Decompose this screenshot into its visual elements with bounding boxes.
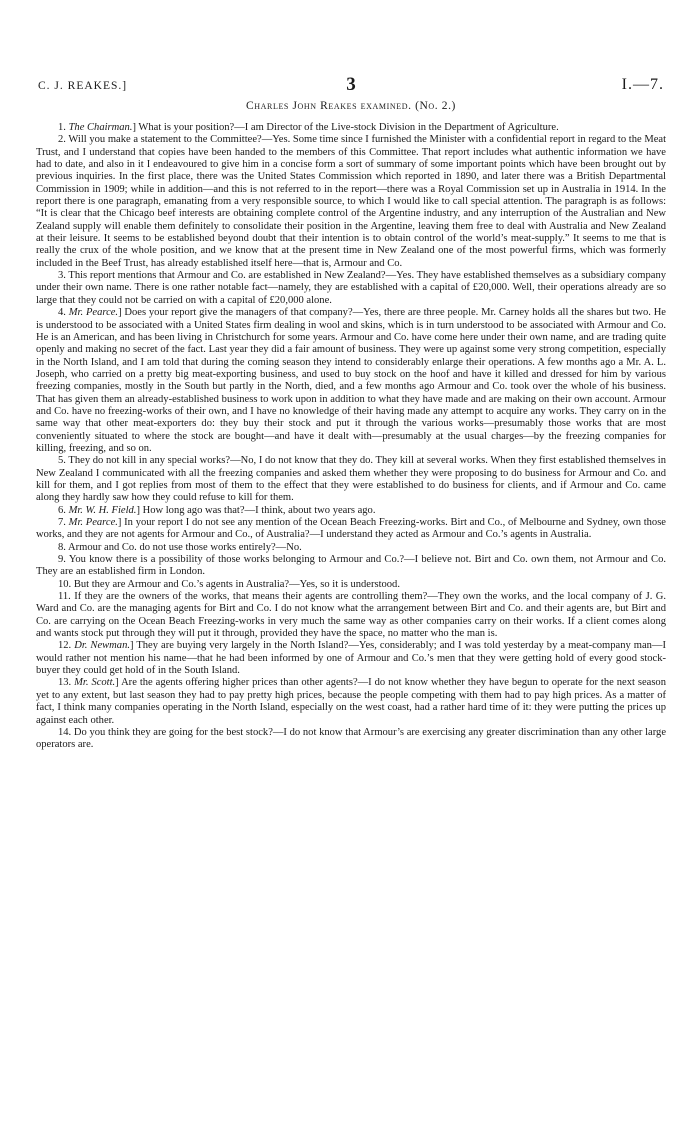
paragraph-text: Armour and Co. do not use those works entirely?—No. — [67, 541, 302, 553]
paragraph — [36, 542, 666, 554]
paragraph-text: Does your report give the managers of that company?—Yes, there are three people. Mr. Carney holds all the shares but two. He is understood to be associated with a United States firm dealing in wool and skins, which is in turn understood to be associated with Armour and Co. He is an American, and has been living in Christchurch for some years. Armour and Co. have come here under their own name, and are trading quite openly and making no secret of the fact. Last year they did a fair amount of business. They were up against some very strong competition, especially in the North Island, and I am told that during the coming season they intend to considerably enlarge their operations. A few months ago a Mr. A. L. Joseph, who carried on a pretty big meat-exporting business, and used to buy stock on the hoof and have it killed and dressed for him by various freezing companies, mostly in the South but partly in the North, died, and a few months ago Armour and Co. took over the whole of his business. That has given them an already-established business to work upon in addition to what they have made and are making on their own account. Armour and Co. have no freezing-works of their own, and I have no knowledge of their having made any attempt to acquire any works. They carry on in the same way that other meat-exporters do: they buy their stock and put it through the various works—presumably those works that are most conveniently situated to where the stock are bought—and have it dealt with—presumably at the usual charges—by the freezing companies for killing, freezing, and so on. — [36, 307, 666, 454]
paragraph-number: 3. — [58, 270, 66, 282]
paragraph-text: This report mentions that Armour and Co. are established in New Zealand?—Yes. They have established themselves as a subsidiary company under their own name. There is one rather notable fact—namely, they are established with a capital of £20,000. Well, their operations already are so large that they could not be carried on with a capital of £20,000 alone. — [36, 270, 666, 306]
paragraph-number: 11. — [58, 591, 71, 603]
paragraph: 1. The Chairman.] What is your position?—I am Director of the Live-stock Division in the Department of Agriculture. — [58, 122, 559, 133]
document-reference: I.—7. — [621, 76, 664, 93]
paragraph — [36, 579, 666, 591]
speaker: Mr. W. H. Field. — [68, 504, 137, 516]
paragraph-text: But they are Armour and Co.’s agents in Australia?—Yes, so it is understood. — [73, 578, 400, 590]
speaker: The Chairman. — [68, 122, 133, 133]
paragraph-number: 12. — [58, 640, 72, 652]
paragraph-number: 4. — [58, 307, 66, 319]
paragraph: 4. Mr. Pearce.] Does your report give the managers of that company?—Yes, there are three people. Mr. Carney holds all the shares but two. He is understood to be associated with a United States firm dealing in wool and skins, which is in turn understood to be associated with Armour and Co. He is an American, and has been living in Christchurch for some years. Armour and Co. have come here under their own name, and are trading quite openly and making no secret of the fact. Last year they did a fair amount of business. They were up against some very strong competition, especially in the North Island, and I am told that during the coming season they intend to considerably enlarge their operations. A few months ago a Mr. A. L. Joseph, who carried on a pretty big meat-exporting business, and used to buy stock on the hoof and have it killed and dressed for him by various freezing companies, mostly in the South but partly in the North, died, and a few months ago Armour and Co. took over the whole of his business. That has given them an already-established business to work upon in addition to what they have made and are making on their own account. Armour and Co. have no freezing-works of their own, and I have no knowledge of their having made any attempt to acquire any works. They carry on in the same way that other meat-exporters do: they buy their stock and put it through the various works—presumably those works that are most conveniently situated to where the stock are bought—and have it dealt with—presumably at the usual charges—by the freezing companies for killing, freezing, and so on. — [36, 307, 666, 454]
paragraph — [36, 270, 666, 307]
paragraph-number: 5. — [58, 455, 66, 467]
paragraph-text: What is your position?—I am Director of the Live-stock Division in the Department of Agriculture. — [138, 122, 559, 133]
page-number: 3 — [346, 74, 356, 95]
paragraph-text: If they are the owners of the works, that means their agents are controlling them?—They own the works, and the local company of J. G. Ward and Co. are the managing agents for Birt and Co. I do not know what the arrangement between Birt and Co. and their agents are, but Birt and Co. are carrying on the Ocean Beach Freezing-works in very much the same way as other companies carry on their works. If a client comes along and wants stock put through they will put it through, provided they have the space, no matter who the man is. — [36, 591, 666, 640]
paragraph — [36, 455, 666, 504]
paragraph-number: 7. — [58, 517, 66, 528]
speaker: Mr. Scott. — [74, 677, 116, 689]
paragraph-number: 6. — [58, 504, 66, 516]
paragraph — [36, 134, 666, 270]
paragraph: 12. Dr. Newman.] They are buying very largely in the North Island?—Yes, considerably; and I was told yesterday by a meat-company man—I would rather not mention his name—that he had been informed by one of Armour and Co.’s men that they were getting hold of every good stock-buyer they could get hold of in the South Island. — [36, 640, 666, 677]
paragraph-number: 10. — [58, 578, 72, 590]
speaker: Mr. Pearce. — [68, 307, 119, 319]
paragraph-number: 9. — [58, 554, 66, 566]
paragraph-text: You know there is a possibility of those works belonging to Armour and Co.?—I believe not. Birt and Co. own them, not Armour and Co. They are an established firm in London. — [36, 554, 666, 578]
paragraph-number: 2. — [58, 134, 66, 146]
document-body — [36, 100, 666, 752]
paragraph-text: They are buying very largely in the North Island?—Yes, considerably; and I was told yesterday by a meat-company man—I would rather not mention his name—that he had been informed by one of Armour and Co.’s men that they were getting hold of every good stock-buyer they could get hold of in the South Island. — [36, 640, 666, 677]
paragraph: 13. Mr. Scott.] Are the agents offering higher prices than other agents?—I do not know whether they have begun to operate for the next season yet to any extent, but last season they had to pay pretty high prices, because the people competing with them had to pay high prices. As a matter of fact, I think many companies operating in the North Island, especially on the west coast, had a rather hard time of it: they were putting the prices up against each other. — [36, 677, 666, 726]
paragraph-text: In your report I do not see any mention of the Ocean Beach Freezing-works. Birt and Co., of Melbourne and Sydney, own those works, and they are not agents for Armour and Co., of Australia?—I understand they acted as Armour and Co.’s agents in Australia. — [36, 517, 666, 541]
paragraph — [36, 727, 666, 752]
paragraph: 7. Mr. Pearce.] In your report I do not see any mention of the Ocean Beach Freezing-works. Birt and Co., of Melbourne and Sydney, own those works, and they are not agents for Armour and Co., of Australia?—I understand they acted as Armour and Co.’s agents in Australia. — [36, 517, 666, 541]
paragraph-text: Will you make a statement to the Committee?—Yes. Some time since I furnished the Minister with a confidential report in regard to the Meat Trust, and I understand that copies have been handed to the members of this Committee. That report includes what authentic information we have had to date, and also in it I endeavoured to give him in a concise form a sort of summary of some important points which have been brought out by previous inquiries. In the first place, there was the United States Commission which reported in 1890, and later there was a British Departmental Commission in 1909; while in addition—and this is not referred to in the report—there was a Royal Commission set up in Australia in 1914. In the report there is one paragraph, emanating from a very responsible source, to which I would like to call special attention. The paragraph is as follows: “It is clear that the Chicago beef interests are obtaining complete control of the Argentine industry, and any interruption of the Australian and New Zealand supply will enable them definitely to consolidate their position in the Argentine, leaving them free to deal with Australia and New Zealand at their leisure. It seems to be established beyond doubt that their intention is to obtain control of the world’s meat-supply.” It seems to me that is really the crux of the whole position, and we know that at the present time in New Zealand one of the most powerful firms, which was formerly included in the Beef Trust, has already established itself here—that is, Armour and Co. — [36, 134, 666, 269]
speaker: Mr. Pearce. — [68, 517, 118, 528]
paragraph-number: 8. — [58, 541, 66, 553]
speaker: Dr. Newman. — [74, 640, 130, 652]
paragraph-text: Do you think they are going for the best stock?—I do not know that Armour’s are exercising any greater discrimination than any other large operators are. — [36, 726, 666, 751]
paragraph-number: 14. — [58, 726, 72, 738]
paragraph-text: They do not kill in any special works?—No, I do not know that they do. They kill at several works. When they first established themselves in New Zealand I communicated with all the freezing companies and asked them whether they were proposing to do business for Armour and Co. and kill for them, and I got replies from most of them to the effect that they were established to do business for clients, and if Armour and Co. came along they hardly saw how they could refuse to kill for them. — [36, 455, 666, 504]
examination-title: Charles John Reakes examined. (No. 2.) — [246, 100, 456, 112]
paragraph: 6. Mr. W. H. Field.] How long ago was that?—I think, about two years ago. — [58, 504, 376, 516]
paragraph-number: 13. — [58, 677, 72, 689]
header-witness-name: C. J. REAKES.] — [38, 80, 128, 92]
page-header — [36, 20, 666, 95]
paragraph — [36, 554, 666, 579]
paragraph-text: How long ago was that?—I think, about two years ago. — [142, 504, 376, 516]
paragraph-text: Are the agents offering higher prices than other agents?—I do not know whether they have begun to operate for the next season yet to any extent, but last season they had to pay pretty high prices, because the people competing with them had to pay high prices. As a matter of fact, I think many companies operating in the North Island, especially on the west coast, had a rather hard time of it: they were putting the prices up against each other. — [36, 677, 666, 726]
paragraph — [36, 591, 666, 640]
paragraph-number: 1. — [58, 122, 66, 133]
